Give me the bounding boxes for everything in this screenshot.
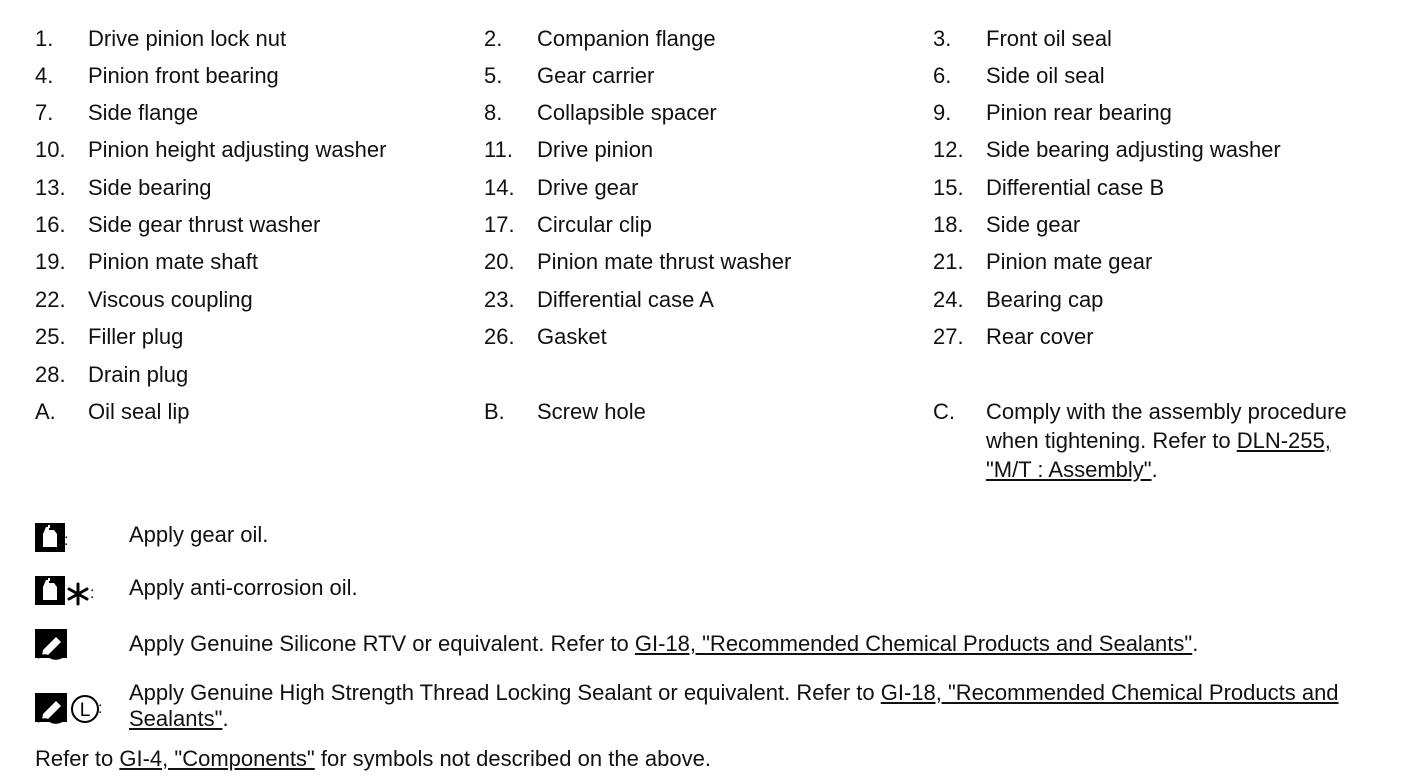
part-label: Viscous coupling (88, 287, 253, 312)
part-label: Side gear (986, 212, 1081, 237)
part-label: Drain plug (88, 362, 189, 387)
part-number: 4. (35, 63, 54, 88)
part-number: 20. (484, 249, 515, 274)
part-label: Differential case B (986, 175, 1165, 200)
part-number: 12. (933, 137, 964, 162)
part-label: Differential case A (537, 287, 714, 312)
legend-period: . (1192, 631, 1199, 656)
part-label: Pinion front bearing (88, 63, 279, 88)
lock-letter: L (79, 700, 91, 721)
part-number: 1. (35, 26, 54, 51)
part-number: 25. (35, 324, 66, 349)
part-number: 9. (933, 100, 952, 125)
part-number: A. (35, 399, 56, 424)
part-label: Side oil seal (986, 63, 1105, 88)
part-number: B. (484, 399, 505, 424)
part-number: 13. (35, 175, 66, 200)
symbol-colon: : (64, 640, 69, 657)
part-number: 8. (484, 100, 503, 125)
part-number: 26. (484, 324, 515, 349)
note-c-body: Comply with the assembly procedure when tightening. Refer to (986, 399, 1347, 453)
part-label: Gear carrier (537, 63, 655, 88)
part-number: 19. (35, 249, 66, 274)
legend-body: Apply Genuine High Strength Thread Locking Sealant or equivalent. Refer to (129, 680, 881, 705)
part-label: Pinion mate gear (986, 249, 1153, 274)
part-number: 28. (35, 362, 66, 387)
part-label: Pinion height adjusting washer (88, 137, 387, 162)
part-label: Screw hole (537, 399, 646, 424)
thread-lock-icon (34, 692, 106, 726)
part-number: 11. (484, 137, 513, 162)
part-label: Drive pinion (537, 137, 654, 162)
legend-link[interactable]: GI-18, "Recommended Chemical Products and Sealants" (129, 680, 1339, 731)
part-number: 27. (933, 324, 964, 349)
symbol-colon: : (90, 585, 95, 602)
note-c-link[interactable]: DLN-255, "M/T : Assembly" (986, 428, 1331, 482)
part-number: 10. (35, 137, 66, 162)
legend-text (129, 631, 1198, 657)
note-c-period: . (1151, 457, 1158, 482)
oil-can-asterisk-icon (34, 573, 94, 607)
footer-link[interactable]: GI-4, "Components" (119, 746, 315, 771)
note-c-text (986, 397, 1371, 484)
part-number: 15. (933, 175, 964, 200)
legend-body: Apply Genuine Silicone RTV or equivalent. Refer to (129, 631, 635, 656)
part-label: Front oil seal (986, 26, 1112, 51)
part-number: 6. (933, 63, 952, 88)
part-number: 2. (484, 26, 503, 51)
part-number: 22. (35, 287, 66, 312)
part-label: Collapsible spacer (537, 100, 717, 125)
part-label: Side bearing adjusting washer (986, 137, 1281, 162)
part-number: 7. (35, 100, 54, 125)
legend-text: Apply anti-corrosion oil. (129, 575, 358, 600)
part-label: Filler plug (88, 324, 184, 349)
part-label: Circular clip (537, 212, 652, 237)
footer-before: Refer to (35, 746, 120, 771)
part-number: 18. (933, 212, 964, 237)
part-label: Pinion mate shaft (88, 249, 258, 274)
part-label: Drive gear (537, 175, 639, 200)
part-number: 17. (484, 212, 515, 237)
footer-note (35, 746, 711, 772)
legend-text: Apply gear oil. (129, 522, 269, 547)
symbol-colon: : (64, 532, 69, 549)
note-c-letter: C. (933, 399, 955, 424)
thread-lock-symbol (34, 692, 106, 726)
legend-text (129, 680, 1369, 732)
part-number: 23. (484, 287, 515, 312)
part-number: 24. (933, 287, 964, 312)
part-number: 5. (484, 63, 503, 88)
part-number: 16. (35, 212, 66, 237)
part-label: Gasket (537, 324, 607, 349)
part-label: Pinion mate thrust washer (537, 249, 792, 274)
legend-link[interactable]: GI-18, "Recommended Chemical Products and Sealants" (634, 631, 1193, 656)
part-label: Companion flange (537, 26, 716, 51)
footer-after: for symbols not described on the above. (314, 746, 711, 771)
part-label: Side flange (88, 100, 199, 125)
part-label: Bearing cap (986, 287, 1104, 312)
symbol-colon: : (98, 700, 103, 717)
part-label: Side bearing (88, 175, 212, 200)
part-number: 14. (484, 175, 515, 200)
part-label: Side gear thrust washer (88, 212, 321, 237)
oil-can-asterisk-symbol (34, 573, 94, 607)
part-label: Rear cover (986, 324, 1094, 349)
legend-period: . (222, 706, 229, 731)
part-label: Pinion rear bearing (986, 100, 1172, 125)
part-number: 21. (933, 249, 964, 274)
part-label: Drive pinion lock nut (88, 26, 287, 51)
part-number: 3. (933, 26, 952, 51)
part-label: Oil seal lip (88, 399, 190, 424)
